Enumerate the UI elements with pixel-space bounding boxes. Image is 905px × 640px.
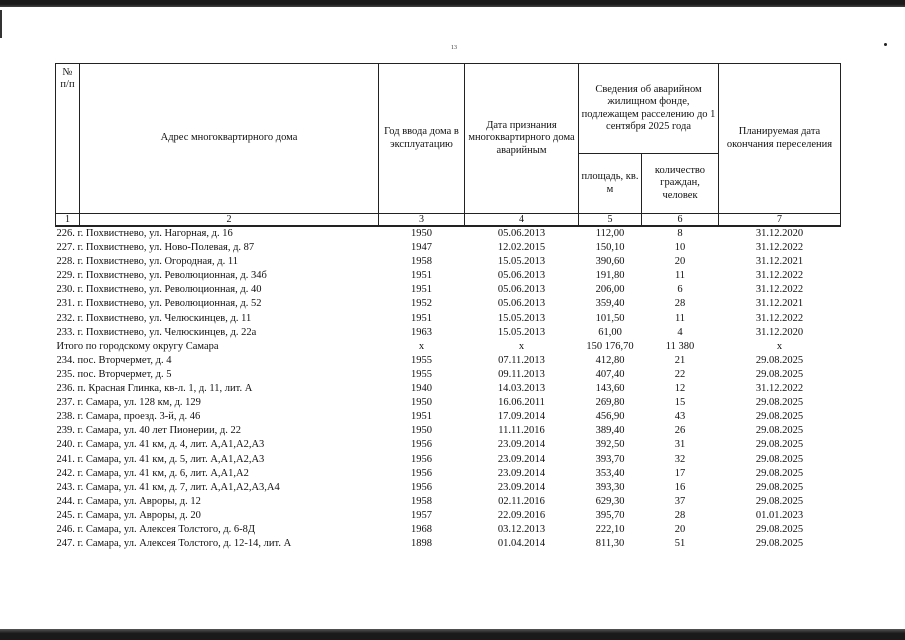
column-numbers-row xyxy=(56,214,841,227)
year-cell: 1968 xyxy=(411,523,432,535)
citizens-cell: 32 xyxy=(674,453,686,465)
area-cell: 143,60 xyxy=(595,383,625,395)
citizens-cell: 20 xyxy=(674,256,686,268)
planned-date-cell: 31.12.2022 xyxy=(755,270,804,282)
citizens-cell: 8 xyxy=(677,228,683,240)
address-cell: 233. г. Похвистнево, ул. Челюскинцев, д. 22а xyxy=(56,326,257,338)
citizens-cell: 11 380 xyxy=(665,340,695,352)
emergency-date-cell: 01.04.2014 xyxy=(497,538,546,550)
year-cell: 1940 xyxy=(411,383,432,395)
address-cell: 239. г. Самара, ул. 40 лет Пионерии, д. 22 xyxy=(56,425,242,437)
planned-date-cell: 29.08.2025 xyxy=(755,481,804,493)
planned-date-cell: 29.08.2025 xyxy=(755,411,804,423)
citizens-cell: 26 xyxy=(674,425,686,437)
emergency-date-cell: 05.06.2013 xyxy=(497,298,546,310)
citizens-cell: 28 xyxy=(674,298,686,310)
citizens-cell: 20 xyxy=(674,523,686,535)
table-row xyxy=(56,241,841,255)
year-cell: 1951 xyxy=(411,312,432,324)
planned-date-cell: 31.12.2020 xyxy=(755,228,804,240)
table-header xyxy=(56,64,841,227)
year-cell: 1958 xyxy=(411,256,432,268)
area-cell: 61,00 xyxy=(598,326,622,338)
year-cell: x xyxy=(418,340,425,352)
header-emergency-date: Дата признания многоквартирного дома аварийным xyxy=(465,64,579,214)
address-cell: 234. пос. Вторчермет, д. 4 xyxy=(56,354,172,366)
table-row xyxy=(56,269,841,283)
housing-table xyxy=(55,63,841,551)
area-cell: 150 176,70 xyxy=(586,340,634,352)
area-cell: 101,50 xyxy=(595,312,625,324)
area-cell: 389,40 xyxy=(595,425,625,437)
citizens-cell: 51 xyxy=(674,538,686,550)
year-cell: 1956 xyxy=(411,439,432,451)
year-cell: 1958 xyxy=(411,495,432,507)
area-cell: 811,30 xyxy=(595,538,625,550)
planned-date-cell: 29.08.2025 xyxy=(755,467,804,479)
header-citizens: количество граждан, человек xyxy=(642,154,719,214)
table-row xyxy=(56,382,841,396)
planned-date-cell: 31.12.2022 xyxy=(755,312,804,324)
column-number: 3 xyxy=(379,214,465,227)
planned-date-cell: 31.12.2021 xyxy=(755,256,804,268)
address-cell: Итого по городскому округу Самара xyxy=(56,340,219,352)
address-cell: 242. г. Самара, ул. 41 км, д. 6, лит. А,А1,А2 xyxy=(56,467,249,479)
table-row xyxy=(56,368,841,382)
area-cell: 393,30 xyxy=(595,481,625,493)
address-cell: 235. пос. Вторчермет, д. 5 xyxy=(56,368,172,380)
address-cell: 237. г. Самара, ул. 128 км, д. 129 xyxy=(56,397,201,409)
year-cell: 1950 xyxy=(411,425,432,437)
address-cell: 232. г. Похвистнево, ул. Челюскинцев, д. 11 xyxy=(56,312,252,324)
citizens-cell: 43 xyxy=(674,411,686,423)
year-cell: 1951 xyxy=(411,270,432,282)
year-cell: 1956 xyxy=(411,481,432,493)
planned-date-cell: 31.12.2022 xyxy=(755,242,804,254)
emergency-date-cell: 22.09.2016 xyxy=(497,509,546,521)
table-row xyxy=(56,509,841,523)
planned-date-cell: 29.08.2025 xyxy=(755,453,804,465)
address-cell: 245. г. Самара, ул. Авроры, д. 20 xyxy=(56,509,201,521)
area-cell: 191,80 xyxy=(595,270,625,282)
emergency-date-cell: 15.05.2013 xyxy=(497,312,546,324)
planned-date-cell: 29.08.2025 xyxy=(755,523,804,535)
table-row xyxy=(56,396,841,410)
table-row xyxy=(56,354,841,368)
area-cell: 395,70 xyxy=(595,509,625,521)
planned-date-cell: 29.08.2025 xyxy=(755,397,804,409)
planned-date-cell: 29.08.2025 xyxy=(755,495,804,507)
year-cell: 1952 xyxy=(411,298,432,310)
planned-date-cell: 29.08.2025 xyxy=(755,354,804,366)
table-row xyxy=(56,537,841,551)
citizens-cell: 37 xyxy=(674,495,686,507)
table-row xyxy=(56,438,841,452)
table-row xyxy=(56,424,841,438)
planned-date-cell: 31.12.2022 xyxy=(755,284,804,296)
table-row xyxy=(56,481,841,495)
year-cell: 1956 xyxy=(411,453,432,465)
table-row xyxy=(56,255,841,269)
year-cell: 1898 xyxy=(411,538,432,550)
column-number: 4 xyxy=(465,214,579,227)
table-row xyxy=(56,410,841,424)
column-number: 7 xyxy=(719,214,841,227)
scan-edge-bottom xyxy=(0,629,905,640)
citizens-cell: 17 xyxy=(674,467,686,479)
planned-date-cell: 29.08.2025 xyxy=(755,425,804,437)
table-row xyxy=(56,297,841,311)
year-cell: 1947 xyxy=(411,242,432,254)
year-cell: 1955 xyxy=(411,368,432,380)
address-cell: 247. г. Самара, ул. Алексея Толстого, д. 12-14, лит. А xyxy=(56,538,292,550)
emergency-date-cell: 15.05.2013 xyxy=(497,326,546,338)
area-cell: 269,80 xyxy=(595,397,625,409)
year-cell: 1957 xyxy=(411,509,432,521)
emergency-date-cell: 05.06.2013 xyxy=(497,270,546,282)
table-row xyxy=(56,523,841,537)
emergency-date-cell: 12.02.2015 xyxy=(497,242,546,254)
emergency-date-cell: 02.11.2016 xyxy=(498,495,545,507)
address-cell: 241. г. Самара, ул. 41 км, д. 5, лит. А,А1,А2,А3 xyxy=(56,453,265,465)
area-cell: 150,10 xyxy=(595,242,625,254)
planned-date-cell: 29.08.2025 xyxy=(755,439,804,451)
emergency-date-cell: 23.09.2014 xyxy=(497,481,546,493)
address-cell: 228. г. Похвистнево, ул. Огородная, д. 11 xyxy=(56,256,238,268)
area-cell: 392,50 xyxy=(595,439,625,451)
area-cell: 353,40 xyxy=(595,467,625,479)
area-cell: 629,30 xyxy=(595,495,625,507)
table-row xyxy=(56,467,841,481)
table-body xyxy=(56,226,841,551)
planned-date-cell: 31.12.2022 xyxy=(755,383,804,395)
area-cell: 112,00 xyxy=(595,228,625,240)
emergency-date-cell: 15.05.2013 xyxy=(497,256,546,268)
scan-edge-left xyxy=(0,10,2,38)
citizens-cell: 11 xyxy=(674,270,686,282)
scan-edge-top xyxy=(0,0,905,7)
emergency-date-cell: 23.09.2014 xyxy=(497,467,546,479)
header-area: площадь, кв. м xyxy=(579,154,642,214)
area-cell: 390,60 xyxy=(595,256,625,268)
column-number: 1 xyxy=(56,214,80,227)
citizens-cell: 15 xyxy=(674,397,686,409)
table-row xyxy=(56,283,841,297)
scan-speck xyxy=(884,43,887,46)
year-cell: 1963 xyxy=(411,326,432,338)
citizens-cell: 6 xyxy=(677,284,683,296)
citizens-cell: 16 xyxy=(674,481,686,493)
emergency-date-cell: 23.09.2014 xyxy=(497,453,546,465)
address-cell: 243. г. Самара, ул. 41 км, д. 7, лит. А,А1,А2,А3,А4 xyxy=(56,481,280,493)
address-cell: 238. г. Самара, проезд. 3-й, д. 46 xyxy=(56,411,201,423)
column-number: 2 xyxy=(80,214,379,227)
address-cell: 240. г. Самара, ул. 41 км, д. 4, лит. А,А1,А2,А3 xyxy=(56,439,265,451)
area-cell: 456,90 xyxy=(595,411,625,423)
year-cell: 1950 xyxy=(411,397,432,409)
emergency-date-cell: 09.11.2013 xyxy=(498,368,545,380)
citizens-cell: 28 xyxy=(674,509,686,521)
planned-date-cell: 31.12.2021 xyxy=(755,298,804,310)
table-row xyxy=(56,453,841,467)
citizens-cell: 11 xyxy=(674,312,686,324)
table-row-total xyxy=(56,340,841,354)
citizens-cell: 12 xyxy=(674,383,686,395)
emergency-date-cell: 03.12.2013 xyxy=(497,523,546,535)
page-number: 13 xyxy=(451,45,457,51)
address-cell: 236. п. Красная Глинка, кв-л. 1, д. 11, лит. А xyxy=(56,383,253,395)
year-cell: 1951 xyxy=(411,411,432,423)
header-planned-date: Планируемая дата окончания переселения xyxy=(719,64,841,214)
table-row xyxy=(56,495,841,509)
citizens-cell: 21 xyxy=(674,354,686,366)
emergency-date-cell: 11.11.2016 xyxy=(498,425,545,437)
table-row xyxy=(56,326,841,340)
emergency-date-cell: 05.06.2013 xyxy=(497,228,546,240)
address-cell: 244. г. Самара, ул. Авроры, д. 12 xyxy=(56,495,201,507)
header-fund-group: Сведения об аварийном жилищном фонде, подлежащем расселению до 1 сентября 2025 года xyxy=(579,64,719,154)
citizens-cell: 4 xyxy=(677,326,683,338)
address-cell: 229. г. Похвистнево, ул. Революционная, д. 34б xyxy=(56,270,267,282)
planned-date-cell: 29.08.2025 xyxy=(755,538,804,550)
address-cell: 246. г. Самара, ул. Алексея Толстого, д. 6-8Д xyxy=(56,523,256,535)
area-cell: 393,70 xyxy=(595,453,625,465)
header-address: Адрес многоквартирного дома xyxy=(80,64,379,214)
citizens-cell: 22 xyxy=(674,368,686,380)
citizens-cell: 10 xyxy=(674,242,686,254)
emergency-date-cell: x xyxy=(518,340,525,352)
address-cell: 230. г. Похвистнево, ул. Революционная, д. 40 xyxy=(56,284,262,296)
year-cell: 1951 xyxy=(411,284,432,296)
area-cell: 222,10 xyxy=(595,523,625,535)
year-cell: 1956 xyxy=(411,467,432,479)
column-number: 5 xyxy=(579,214,642,227)
address-cell: 231. г. Похвистнево, ул. Революционная, д. 52 xyxy=(56,298,262,310)
table-row xyxy=(56,226,841,241)
citizens-cell: 31 xyxy=(674,439,686,451)
planned-date-cell: x xyxy=(776,340,783,352)
area-cell: 412,80 xyxy=(595,354,625,366)
emergency-date-cell: 05.06.2013 xyxy=(497,284,546,296)
emergency-date-cell: 07.11.2013 xyxy=(498,354,545,366)
emergency-date-cell: 23.09.2014 xyxy=(497,439,546,451)
planned-date-cell: 31.12.2020 xyxy=(755,326,804,338)
planned-date-cell: 29.08.2025 xyxy=(755,368,804,380)
year-cell: 1950 xyxy=(411,228,432,240)
area-cell: 407,40 xyxy=(595,368,625,380)
area-cell: 206,00 xyxy=(595,284,625,296)
area-cell: 359,40 xyxy=(595,298,625,310)
column-number: 6 xyxy=(642,214,719,227)
emergency-date-cell: 14.03.2013 xyxy=(497,383,546,395)
planned-date-cell: 01.01.2023 xyxy=(755,509,804,521)
emergency-date-cell: 16.06.2011 xyxy=(498,397,545,409)
address-cell: 227. г. Похвистнево, ул. Ново-Полевая, д. 87 xyxy=(56,242,255,254)
header-num: № п/п xyxy=(56,64,80,214)
emergency-date-cell: 17.09.2014 xyxy=(497,411,546,423)
year-cell: 1955 xyxy=(411,354,432,366)
header-year: Год ввода дома в эксплуатацию xyxy=(379,64,465,214)
address-cell: 226. г. Похвистнево, ул. Нагорная, д. 16 xyxy=(56,228,233,240)
table-row xyxy=(56,312,841,326)
